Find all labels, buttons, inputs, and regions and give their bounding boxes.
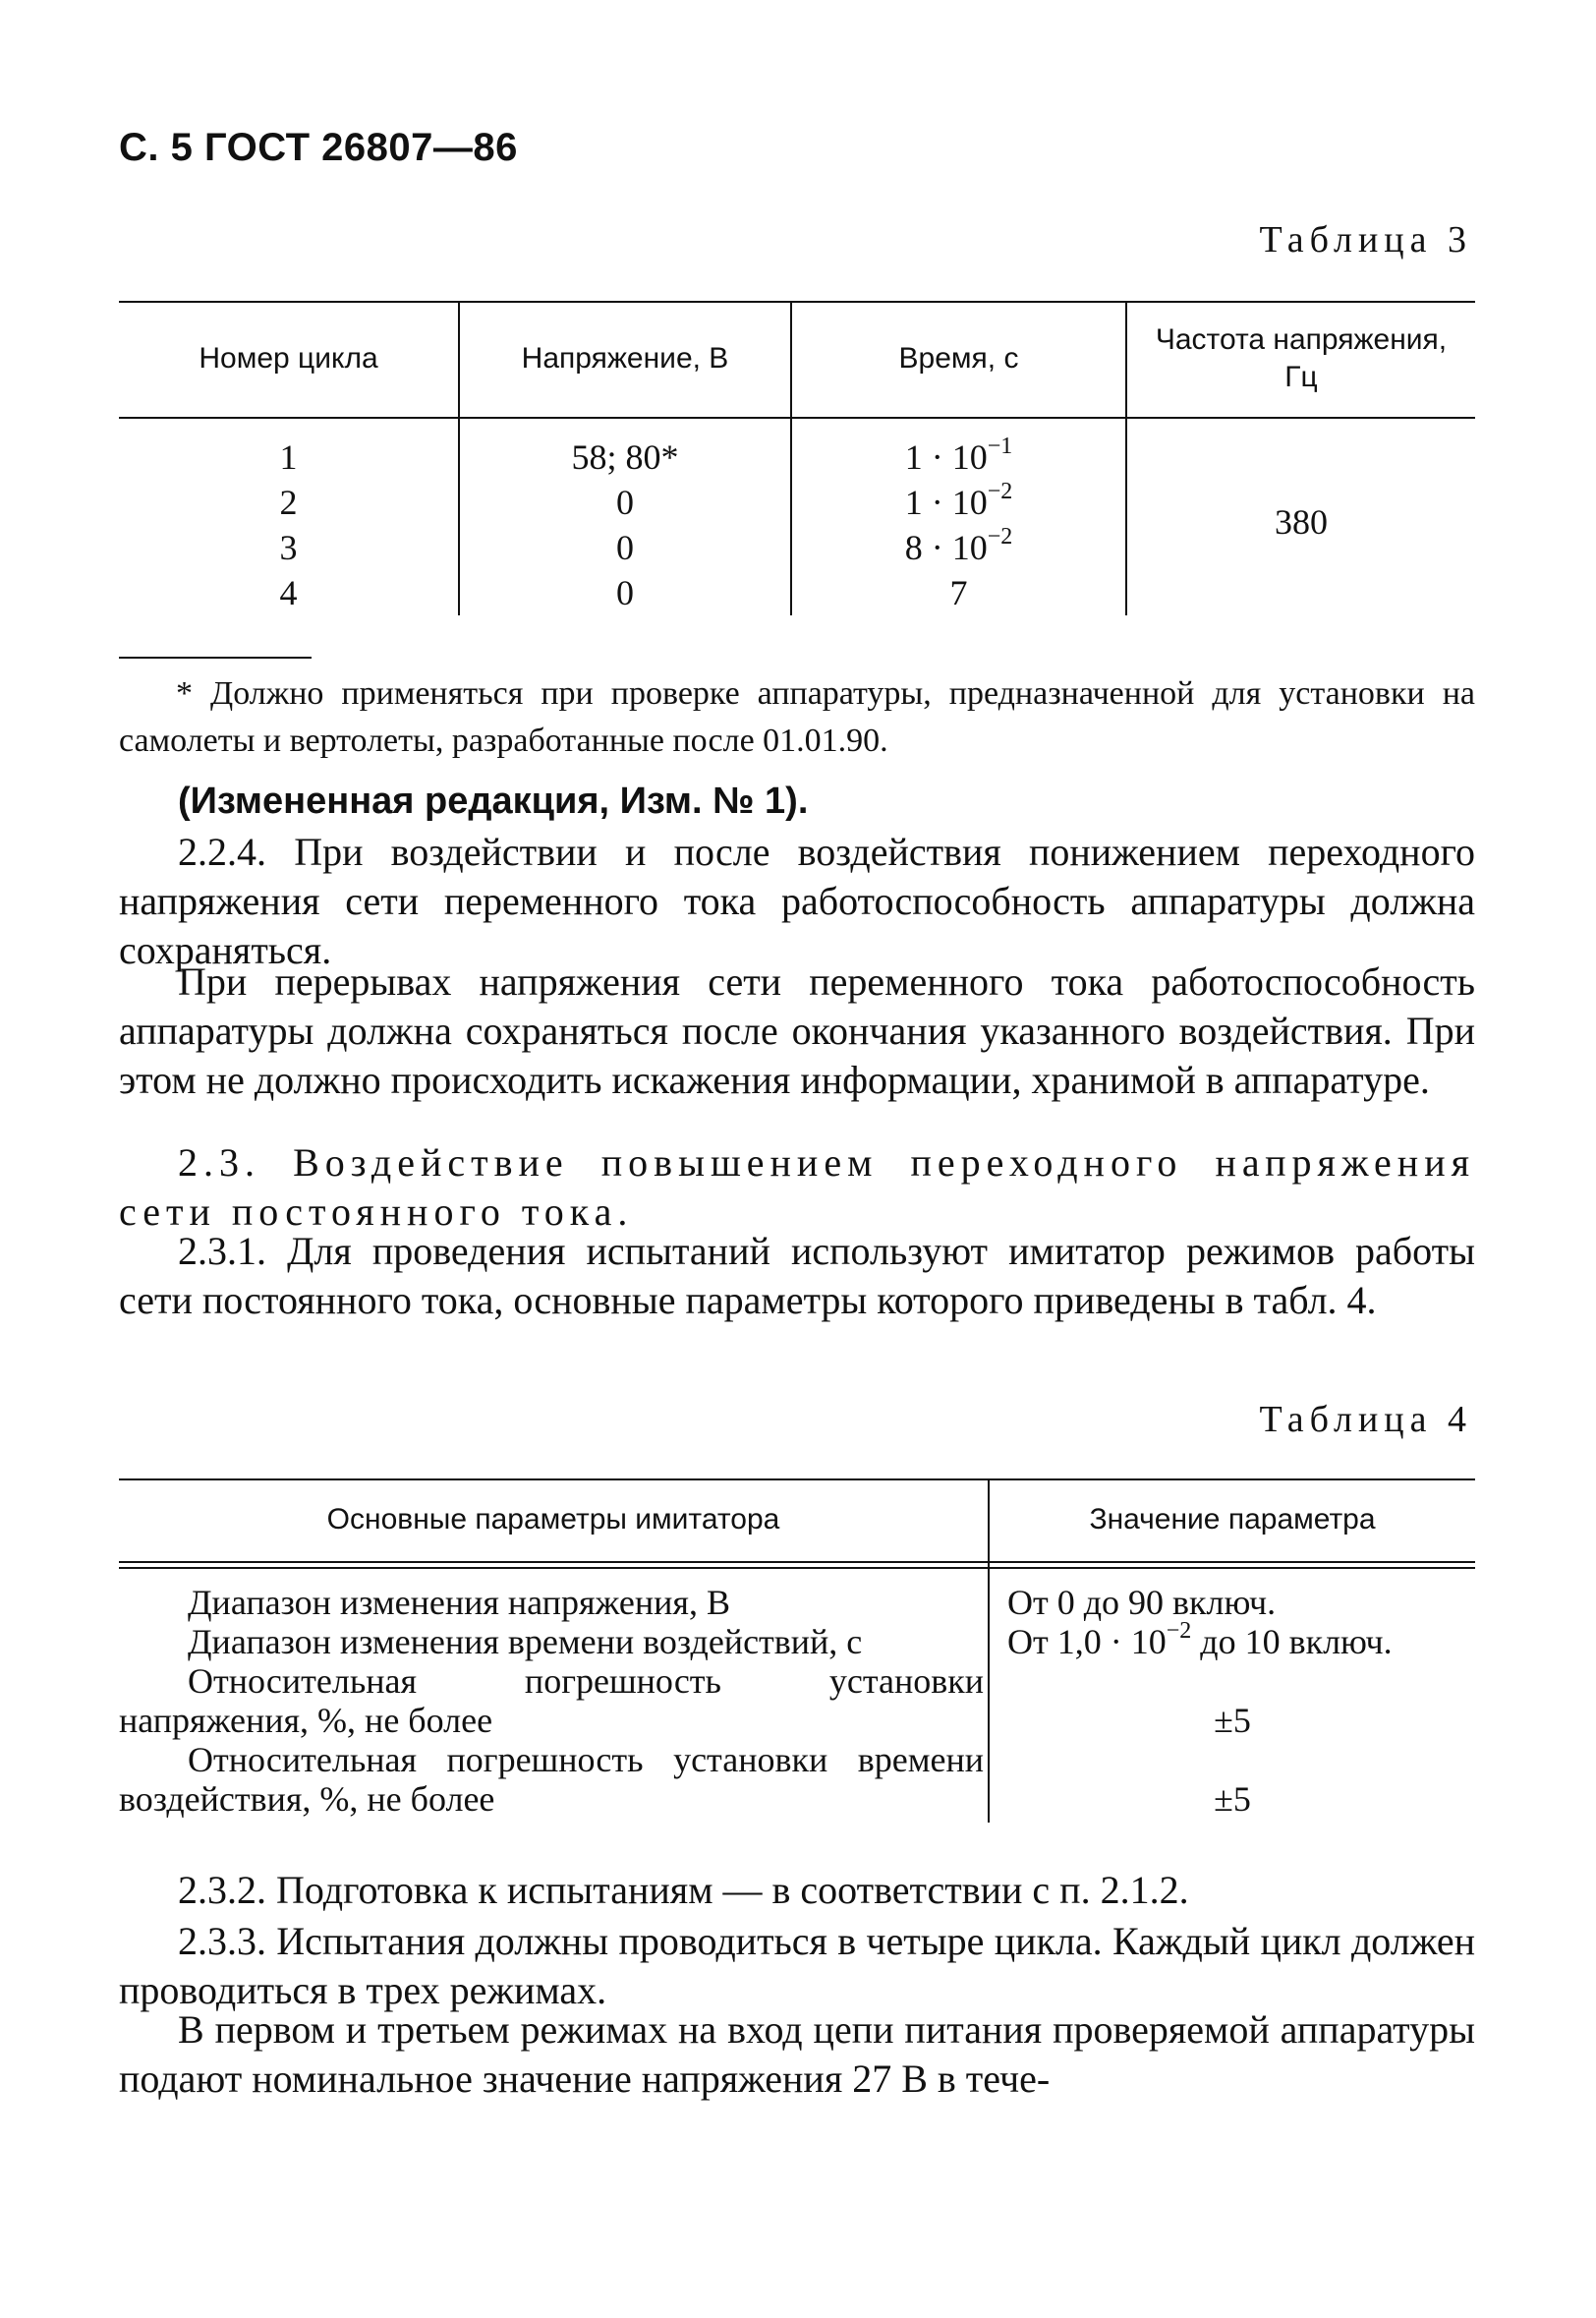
table3-voltage-column <box>460 435 790 615</box>
time-base: 7 <box>949 573 968 612</box>
table4-row-value: От 0 до 90 включ. <box>1007 1583 1277 1622</box>
cycle-number: 1 <box>279 437 298 477</box>
cycle-number: 4 <box>279 573 298 612</box>
table3-header-voltage: Напряжение, В <box>521 342 729 375</box>
time-value <box>792 480 1125 525</box>
table4-header-rule <box>119 1561 1475 1563</box>
footnote-rule <box>119 657 312 659</box>
table4-row-param: Диапазон изменения напряжения, В <box>188 1583 730 1622</box>
section-2-3-heading: 2.3. Воздействие повышением переходного напряжения сети постоянного тока. <box>119 1140 1475 1234</box>
table4-header-rule-double <box>119 1567 1475 1569</box>
table4-header-value: Значение параметра <box>1089 1503 1376 1536</box>
voltage-value: 0 <box>616 483 634 522</box>
table3-time-column <box>792 435 1125 615</box>
table4-row-param: Относительная погрешность установки времени воздействия, %, не более <box>119 1740 984 1819</box>
voltage-value: 0 <box>616 573 634 612</box>
paragraph-2-3-3-cont: В первом и третьем режимах на вход цепи питания проверяемой аппаратуры подают номинальное значение напряжения 27 В в тече- <box>119 2007 1475 2101</box>
cycle-number: 3 <box>279 528 298 567</box>
table4-row-value <box>1007 1618 1475 1661</box>
voltage-value: 0 <box>616 528 634 567</box>
table3-frequency-value: 380 <box>1275 502 1328 542</box>
table3-cycle-column <box>119 435 458 615</box>
paragraph-2-3-2: 2.3.2. Подготовка к испытаниям — в соответствии с п. 2.1.2. <box>178 1868 1189 1912</box>
amendment-note: (Измененная редакция, Изм. № 1). <box>178 781 809 822</box>
value-base: От 1,0 · 10 <box>1007 1622 1167 1661</box>
value-exponent: −2 <box>1166 1618 1192 1644</box>
cycle-number: 2 <box>279 483 298 522</box>
time-value <box>792 525 1125 570</box>
table4-row-param: Диапазон изменения времени воздействий, с <box>188 1622 863 1661</box>
table4-header-param: Основные параметры имитатора <box>326 1503 780 1536</box>
table4-row-value: ±5 <box>1214 1779 1251 1819</box>
time-base: 1 · 10 <box>904 437 988 477</box>
table4 <box>119 1478 1475 1823</box>
footnote: * Должно применяться при проверке аппаратуры, предназначенной для установки на самолеты и вертолеты, разработанные после 01.01.90. <box>119 675 1475 759</box>
paragraph-2-3-3: 2.3.3. Испытания должны проводиться в четыре цикла. Каждый цикл должен проводиться в трех режимах. <box>119 1919 1475 2012</box>
paragraph-2-3-1: 2.3.1. Для проведения испытаний используют имитатор режимов работы сети постоянного тока, основные параметры которого приведены в табл. 4. <box>119 1229 1475 1322</box>
paragraph-2-2-4: 2.2.4. При воздействии и после воздействия понижением переходного напряжения сети переменного тока работоспособность аппаратуры должна сохраняться. <box>119 830 1475 972</box>
table3-caption: Таблица 3 <box>1259 219 1472 261</box>
paragraph-2-2-4-cont: При перерывах напряжения сети переменного тока работоспособность аппаратуры должна сохраняться после окончания указанного воздействия. При этом не должно происходить искажения информации, хранимой в аппаратуре. <box>119 959 1475 1102</box>
table3 <box>119 301 1475 615</box>
time-value <box>792 570 1125 615</box>
table4-row-param: Относительная погрешность установки напряжения, %, не более <box>119 1661 984 1740</box>
table3-header-frequency: Частота напряжения, Гц <box>1155 323 1448 393</box>
table3-header-cycle: Номер цикла <box>199 342 378 375</box>
time-base: 8 · 10 <box>904 528 988 567</box>
time-value <box>792 435 1125 480</box>
page-header: С. 5 ГОСТ 26807—86 <box>119 126 518 169</box>
time-exponent: −2 <box>987 524 1013 550</box>
voltage-value: 58; 80* <box>571 437 679 477</box>
table4-caption: Таблица 4 <box>1259 1399 1472 1440</box>
value-tail: до 10 включ. <box>1191 1622 1393 1661</box>
table3-header-time: Время, с <box>898 342 1019 375</box>
time-exponent: −2 <box>987 479 1013 504</box>
time-base: 1 · 10 <box>904 483 988 522</box>
table3-header-rule <box>119 417 1475 419</box>
table4-row-value: ±5 <box>1214 1701 1251 1740</box>
time-exponent: −1 <box>987 434 1013 459</box>
